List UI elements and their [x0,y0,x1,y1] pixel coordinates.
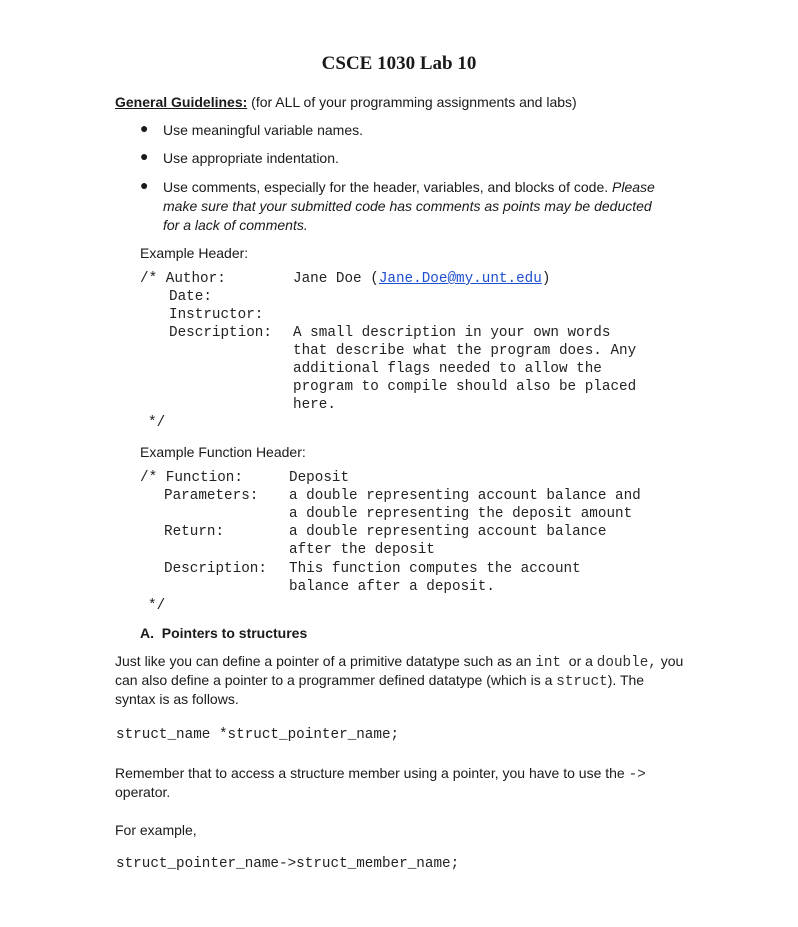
guideline-bullet-3: Use comments, especially for the header, variables, and blocks of code. [163,179,609,195]
guideline-italic-1: Please [612,179,655,195]
bullet-icon: ● [140,177,149,193]
para2-text: Remember that to access a structure member using a pointer, you have to use the [115,765,625,781]
return-line-2: after the deposit [289,542,435,558]
header-date-label: Date: [169,289,212,305]
para1-text-c: you [660,653,684,669]
header-desc-line-3: additional flags needed to allow the [293,361,602,377]
author-name: Jane Doe [293,271,362,287]
section-a-para2-line1 [115,763,646,785]
header-description-label: Description: [169,325,272,341]
guidelines-line [115,92,577,112]
para1-text-d: can also define a pointer to a programmer defined datatype (which is a [115,672,553,688]
para1-text-a: Just like you can define a pointer of a primitive datatype such as an [115,653,532,669]
guidelines-subtitle: (for ALL of your programming assignments and labs) [251,94,577,110]
section-a-para2-line2: operator. [115,784,171,800]
return-label: Return: [164,524,225,540]
section-a-para1-line3: syntax is as follows. [115,691,239,707]
code-struct: struct [556,674,608,690]
author-email-link[interactable]: Jane.Doe@my.unt.edu [378,271,542,287]
guideline-italic-2: make sure that your submitted code has comments as points may be deducted [163,198,652,214]
parameters-line-1: a double representing account balance and [289,488,641,504]
function-name: Deposit [289,470,350,486]
code-arrow-operator: -> [628,767,646,783]
function-desc-line-2: balance after a deposit. [289,579,495,595]
header-desc-line-4: program to compile should also be placed [293,379,637,395]
header-author-line: Jane Doe (Jane.Doe@my.unt.edu) [293,271,551,287]
guideline-bullet-1: Use meaningful variable names. [163,122,363,138]
header-close: */ [148,415,166,431]
guidelines-heading: General Guidelines: [115,94,248,110]
header-desc-line-1: A small description in your own words [293,325,611,341]
para1-text-b: or a [568,653,593,669]
header-desc-line-2: that describe what the program does. Any [293,343,637,359]
page-title: CSCE 1030 Lab 10 [321,53,477,74]
guideline-italic-3: for a lack of comments. [163,217,308,233]
code-int: int [535,655,561,671]
parameters-line-2: a double representing the deposit amount [289,506,633,522]
function-description-label: Description: [164,561,267,577]
function-close: */ [148,598,166,614]
header-instructor-label: Instructor: [169,307,264,323]
header-desc-line-5: here. [293,397,336,413]
code-member-access: struct_pointer_name->struct_member_name; [116,856,460,872]
code-struct-pointer-decl: struct_name *struct_pointer_name; [116,727,400,743]
bullet-icon: ● [140,120,149,136]
bullet-icon: ● [140,148,149,164]
header-open: /* Author: [140,271,226,287]
guideline-bullet-3-line [163,177,655,197]
para1-text-e: ). The [607,672,645,688]
guideline-bullet-2: Use appropriate indentation. [163,150,339,166]
function-desc-line-1: This function computes the account [289,561,581,577]
section-a-para3: For example, [115,822,197,838]
example-header-label: Example Header: [140,245,249,261]
parameters-label: Parameters: [164,488,259,504]
section-a-heading: A. Pointers to structures [140,625,308,641]
code-double: double, [596,655,657,671]
function-open: /* Function: [140,470,243,486]
return-line-1: a double representing account balance [289,524,607,540]
example-function-label: Example Function Header: [140,444,306,460]
